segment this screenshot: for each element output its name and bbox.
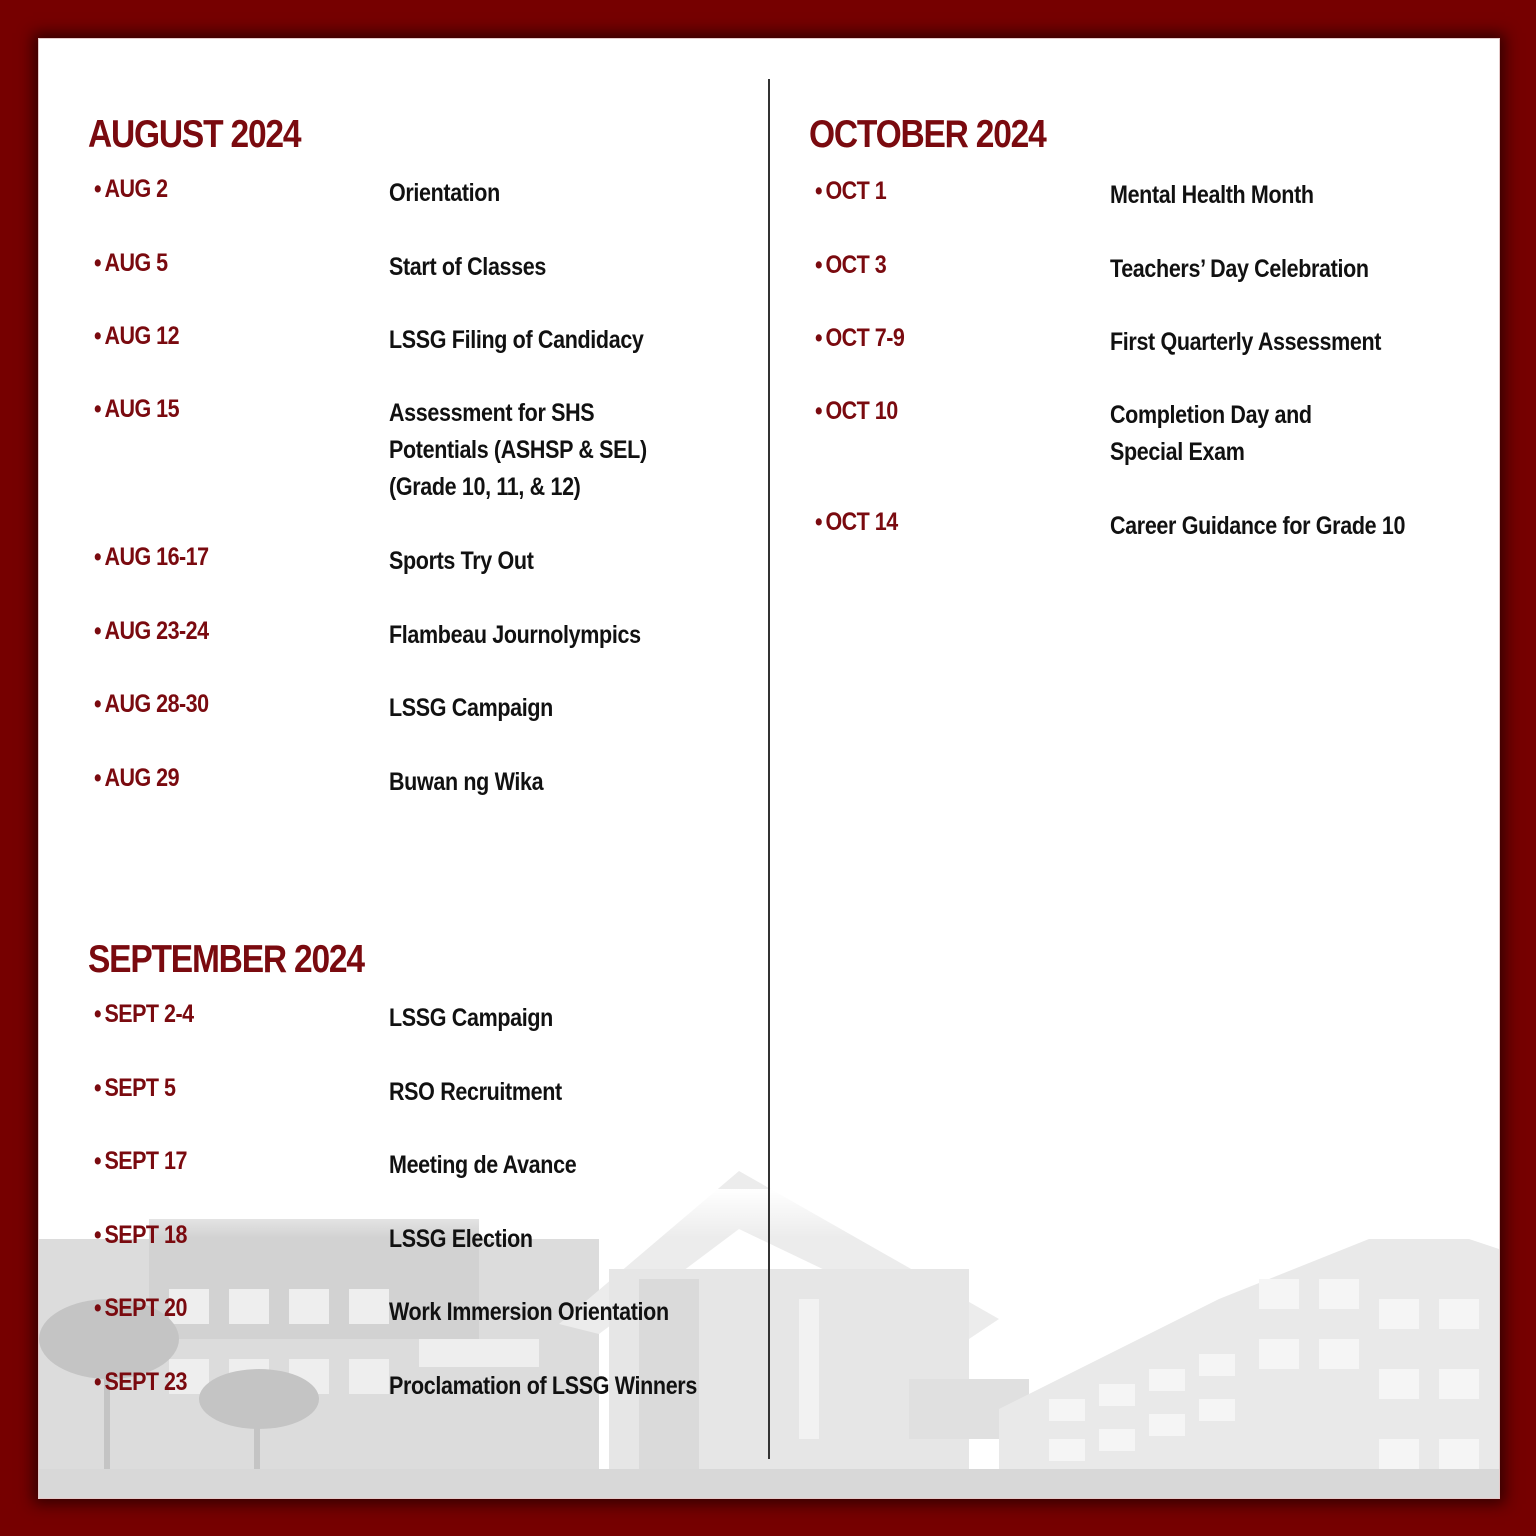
event-date: • SEPT 2-4 bbox=[94, 1000, 194, 1028]
event-name: LSSG Campaign bbox=[389, 1004, 553, 1032]
bullet-icon: • bbox=[94, 1294, 102, 1322]
event-date: • AUG 23-24 bbox=[94, 617, 209, 645]
bullet-icon: • bbox=[94, 1221, 102, 1249]
bullet-icon: • bbox=[94, 690, 102, 718]
bullet-icon: • bbox=[94, 1147, 102, 1175]
bullet-icon: • bbox=[815, 508, 823, 536]
bullet-icon: • bbox=[94, 249, 102, 277]
event-name: Teachers’ Day Celebration bbox=[1110, 255, 1369, 283]
event-date: • OCT 10 bbox=[815, 397, 898, 425]
event-date: • AUG 12 bbox=[94, 322, 180, 350]
calendar-card bbox=[38, 38, 1500, 1499]
column-divider bbox=[768, 79, 770, 1459]
event-name: Start of Classes bbox=[389, 253, 547, 281]
event-name: Proclamation of LSSG Winners bbox=[389, 1372, 697, 1400]
event-date: • SEPT 5 bbox=[94, 1074, 176, 1102]
event-name: Completion Day and Special Exam bbox=[1110, 401, 1312, 466]
event-date: • AUG 28-30 bbox=[94, 690, 209, 718]
event-name: Mental Health Month bbox=[1110, 181, 1314, 209]
event-name: LSSG Filing of Candidacy bbox=[389, 326, 644, 354]
event-name: Sports Try Out bbox=[389, 547, 534, 575]
bullet-icon: • bbox=[94, 175, 102, 203]
event-date: • OCT 3 bbox=[815, 251, 887, 279]
event-name: Buwan ng Wika bbox=[389, 768, 544, 796]
month-title-september: SEPTEMBER 2024 bbox=[88, 938, 364, 981]
bullet-icon: • bbox=[94, 322, 102, 350]
bullet-icon: • bbox=[94, 395, 102, 423]
event-name: Work Immersion Orientation bbox=[389, 1298, 669, 1326]
bullet-icon: • bbox=[94, 764, 102, 792]
bullet-icon: • bbox=[815, 251, 823, 279]
month-title-october: OCTOBER 2024 bbox=[809, 113, 1046, 156]
event-date: • AUG 16-17 bbox=[94, 543, 209, 571]
bullet-icon: • bbox=[815, 324, 823, 352]
event-date: • OCT 7-9 bbox=[815, 324, 905, 352]
event-name: Orientation bbox=[389, 179, 500, 207]
bullet-icon: • bbox=[815, 397, 823, 425]
event-name: LSSG Campaign bbox=[389, 694, 553, 722]
event-name: Assessment for SHS Potentials (ASHSP & SEL) (Grade 10, 11, & 12) bbox=[389, 399, 647, 501]
bullet-icon: • bbox=[94, 617, 102, 645]
event-name: LSSG Election bbox=[389, 1225, 533, 1253]
event-date: • OCT 1 bbox=[815, 177, 887, 205]
event-date: • SEPT 18 bbox=[94, 1221, 187, 1249]
event-date: • AUG 29 bbox=[94, 764, 180, 792]
event-name: Career Guidance for Grade 10 bbox=[1110, 512, 1406, 540]
event-date: • AUG 2 bbox=[94, 175, 168, 203]
event-name: Flambeau Journolympics bbox=[389, 621, 641, 649]
bullet-icon: • bbox=[94, 1000, 102, 1028]
bullet-icon: • bbox=[94, 1074, 102, 1102]
bullet-icon: • bbox=[94, 1368, 102, 1396]
event-date: • OCT 14 bbox=[815, 508, 898, 536]
event-date: • SEPT 23 bbox=[94, 1368, 187, 1396]
month-title-august: AUGUST 2024 bbox=[88, 113, 301, 156]
event-date: • SEPT 20 bbox=[94, 1294, 187, 1322]
event-name: RSO Recruitment bbox=[389, 1078, 562, 1106]
event-name: First Quarterly Assessment bbox=[1110, 328, 1382, 356]
event-date: • AUG 5 bbox=[94, 249, 168, 277]
event-name: Meeting de Avance bbox=[389, 1151, 577, 1179]
bullet-icon: • bbox=[94, 543, 102, 571]
event-date: • AUG 15 bbox=[94, 395, 180, 423]
event-date: • SEPT 17 bbox=[94, 1147, 187, 1175]
bullet-icon: • bbox=[815, 177, 823, 205]
